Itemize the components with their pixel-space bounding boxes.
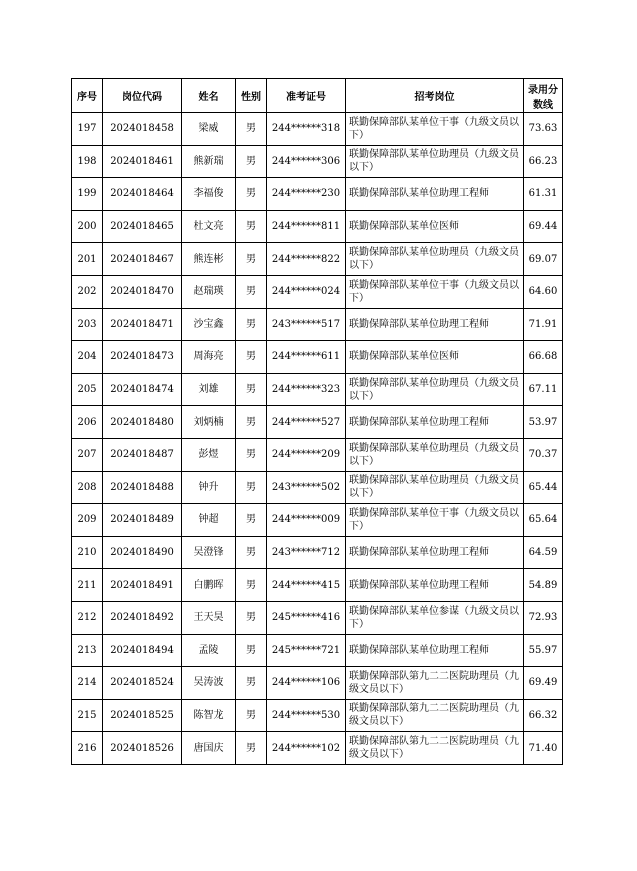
name-cell: 熊新瑞 <box>182 145 236 178</box>
score-cell: 66.68 <box>524 341 563 374</box>
header-position: 招考岗位 <box>346 79 524 113</box>
table-row <box>72 438 563 471</box>
score-cell: 69.44 <box>524 210 563 243</box>
name-cell: 沙宝鑫 <box>182 308 236 341</box>
score-cell: 54.89 <box>524 569 563 602</box>
name-cell: 唐国庆 <box>182 732 236 765</box>
sex-cell: 男 <box>236 732 267 765</box>
post-code-cell: 2024018489 <box>103 504 182 537</box>
position-cell: 联勤保障部队某单位干事（九级文员以下） <box>346 504 524 537</box>
post-code-cell: 2024018524 <box>103 667 182 700</box>
position-cell: 联勤保障部队某单位助理员（九级文员以下） <box>346 145 524 178</box>
sex-cell: 男 <box>236 275 267 308</box>
score-cell: 71.40 <box>524 732 563 765</box>
name-cell: 李福俊 <box>182 178 236 211</box>
seq-cell: 207 <box>72 438 103 471</box>
sex-cell: 男 <box>236 667 267 700</box>
post-code-cell: 2024018458 <box>103 113 182 146</box>
post-code-cell: 2024018525 <box>103 699 182 732</box>
score-cell: 72.93 <box>524 601 563 634</box>
table-row <box>72 341 563 374</box>
sex-cell: 男 <box>236 243 267 276</box>
exam-no-cell: 243******517 <box>267 308 346 341</box>
post-code-cell: 2024018491 <box>103 569 182 602</box>
sex-cell: 男 <box>236 504 267 537</box>
seq-cell: 204 <box>72 341 103 374</box>
exam-no-cell: 244******209 <box>267 438 346 471</box>
score-cell: 66.32 <box>524 699 563 732</box>
post-code-cell: 2024018480 <box>103 406 182 439</box>
name-cell: 赵瑞瑛 <box>182 275 236 308</box>
exam-no-cell: 244******230 <box>267 178 346 211</box>
sex-cell: 男 <box>236 308 267 341</box>
table-row <box>72 732 563 765</box>
name-cell: 孟陵 <box>182 634 236 667</box>
table-row <box>72 699 563 732</box>
position-cell: 联勤保障部队某单位医师 <box>346 210 524 243</box>
position-cell: 联勤保障部队某单位助理员（九级文员以下） <box>346 438 524 471</box>
table-row <box>72 601 563 634</box>
sex-cell: 男 <box>236 373 267 406</box>
exam-no-cell: 243******502 <box>267 471 346 504</box>
name-cell: 王天昊 <box>182 601 236 634</box>
sex-cell: 男 <box>236 601 267 634</box>
table-row <box>72 145 563 178</box>
table-row <box>72 113 563 146</box>
post-code-cell: 2024018467 <box>103 243 182 276</box>
post-code-cell: 2024018526 <box>103 732 182 765</box>
name-cell: 吴涛波 <box>182 667 236 700</box>
score-cell: 64.60 <box>524 275 563 308</box>
exam-no-cell: 244******822 <box>267 243 346 276</box>
position-cell: 联勤保障部队某单位参谋（九级文员以下） <box>346 601 524 634</box>
seq-cell: 212 <box>72 601 103 634</box>
table-header-row <box>72 79 563 113</box>
seq-cell: 216 <box>72 732 103 765</box>
post-code-cell: 2024018471 <box>103 308 182 341</box>
sex-cell: 男 <box>236 210 267 243</box>
exam-no-cell: 244******811 <box>267 210 346 243</box>
exam-no-cell: 245******416 <box>267 601 346 634</box>
post-code-cell: 2024018494 <box>103 634 182 667</box>
post-code-cell: 2024018488 <box>103 471 182 504</box>
score-cell: 55.97 <box>524 634 563 667</box>
post-code-cell: 2024018470 <box>103 275 182 308</box>
seq-cell: 206 <box>72 406 103 439</box>
exam-no-cell: 244******009 <box>267 504 346 537</box>
seq-cell: 214 <box>72 667 103 700</box>
seq-cell: 202 <box>72 275 103 308</box>
seq-cell: 199 <box>72 178 103 211</box>
exam-no-cell: 244******306 <box>267 145 346 178</box>
header-seq: 序号 <box>72 79 103 113</box>
sex-cell: 男 <box>236 569 267 602</box>
score-cell: 53.97 <box>524 406 563 439</box>
name-cell: 刘炳楠 <box>182 406 236 439</box>
sex-cell: 男 <box>236 471 267 504</box>
exam-no-cell: 243******712 <box>267 536 346 569</box>
header-name: 姓名 <box>182 79 236 113</box>
position-cell: 联勤保障部队某单位助理员（九级文员以下） <box>346 373 524 406</box>
table-row <box>72 471 563 504</box>
position-cell: 联勤保障部队第九二二医院助理员（九级文员以下） <box>346 732 524 765</box>
post-code-cell: 2024018487 <box>103 438 182 471</box>
exam-no-cell: 244******106 <box>267 667 346 700</box>
seq-cell: 197 <box>72 113 103 146</box>
name-cell: 周海亮 <box>182 341 236 374</box>
score-cell: 71.91 <box>524 308 563 341</box>
seq-cell: 215 <box>72 699 103 732</box>
exam-no-cell: 244******318 <box>267 113 346 146</box>
exam-no-cell: 244******527 <box>267 406 346 439</box>
header-post-code: 岗位代码 <box>103 79 182 113</box>
table-row <box>72 504 563 537</box>
table-row <box>72 308 563 341</box>
table-row <box>72 536 563 569</box>
sex-cell: 男 <box>236 341 267 374</box>
score-cell: 69.49 <box>524 667 563 700</box>
position-cell: 联勤保障部队某单位助理工程师 <box>346 536 524 569</box>
sex-cell: 男 <box>236 634 267 667</box>
sex-cell: 男 <box>236 145 267 178</box>
header-score: 录用分数线 <box>524 79 563 113</box>
exam-no-cell: 244******530 <box>267 699 346 732</box>
seq-cell: 210 <box>72 536 103 569</box>
score-cell: 67.11 <box>524 373 563 406</box>
table-row <box>72 667 563 700</box>
position-cell: 联勤保障部队第九二二医院助理员（九级文员以下） <box>346 667 524 700</box>
seq-cell: 213 <box>72 634 103 667</box>
seq-cell: 209 <box>72 504 103 537</box>
sex-cell: 男 <box>236 536 267 569</box>
name-cell: 吴澄锋 <box>182 536 236 569</box>
seq-cell: 211 <box>72 569 103 602</box>
position-cell: 联勤保障部队某单位助理工程师 <box>346 308 524 341</box>
admission-score-table <box>71 78 563 765</box>
name-cell: 梁威 <box>182 113 236 146</box>
table-row <box>72 373 563 406</box>
table-row <box>72 406 563 439</box>
sex-cell: 男 <box>236 178 267 211</box>
exam-no-cell: 244******102 <box>267 732 346 765</box>
sex-cell: 男 <box>236 699 267 732</box>
table-row <box>72 210 563 243</box>
name-cell: 熊连彬 <box>182 243 236 276</box>
name-cell: 杜文亮 <box>182 210 236 243</box>
name-cell: 陈智龙 <box>182 699 236 732</box>
post-code-cell: 2024018474 <box>103 373 182 406</box>
score-cell: 66.23 <box>524 145 563 178</box>
table-row <box>72 178 563 211</box>
table-row <box>72 569 563 602</box>
position-cell: 联勤保障部队某单位助理工程师 <box>346 178 524 211</box>
post-code-cell: 2024018473 <box>103 341 182 374</box>
position-cell: 联勤保障部队某单位助理工程师 <box>346 569 524 602</box>
position-cell: 联勤保障部队某单位助理员（九级文员以下） <box>346 243 524 276</box>
position-cell: 联勤保障部队某单位助理工程师 <box>346 634 524 667</box>
seq-cell: 205 <box>72 373 103 406</box>
score-cell: 70.37 <box>524 438 563 471</box>
name-cell: 刘雄 <box>182 373 236 406</box>
table-row <box>72 243 563 276</box>
exam-no-cell: 244******323 <box>267 373 346 406</box>
sex-cell: 男 <box>236 406 267 439</box>
position-cell: 联勤保障部队某单位助理员（九级文员以下） <box>346 471 524 504</box>
score-cell: 61.31 <box>524 178 563 211</box>
seq-cell: 201 <box>72 243 103 276</box>
position-cell: 联勤保障部队某单位干事（九级文员以下） <box>346 275 524 308</box>
post-code-cell: 2024018490 <box>103 536 182 569</box>
exam-no-cell: 244******415 <box>267 569 346 602</box>
score-cell: 64.59 <box>524 536 563 569</box>
seq-cell: 208 <box>72 471 103 504</box>
sex-cell: 男 <box>236 113 267 146</box>
seq-cell: 198 <box>72 145 103 178</box>
exam-no-cell: 244******611 <box>267 341 346 374</box>
sex-cell: 男 <box>236 438 267 471</box>
position-cell: 联勤保障部队某单位干事（九级文员以下） <box>346 113 524 146</box>
header-exam-no: 准考证号 <box>267 79 346 113</box>
position-cell: 联勤保障部队某单位助理工程师 <box>346 406 524 439</box>
name-cell: 彭煜 <box>182 438 236 471</box>
exam-no-cell: 244******024 <box>267 275 346 308</box>
position-cell: 联勤保障部队某单位医师 <box>346 341 524 374</box>
table-row <box>72 634 563 667</box>
score-cell: 73.63 <box>524 113 563 146</box>
post-code-cell: 2024018492 <box>103 601 182 634</box>
post-code-cell: 2024018461 <box>103 145 182 178</box>
exam-no-cell: 245******721 <box>267 634 346 667</box>
seq-cell: 203 <box>72 308 103 341</box>
name-cell: 钟超 <box>182 504 236 537</box>
header-sex: 性别 <box>236 79 267 113</box>
position-cell: 联勤保障部队第九二二医院助理员（九级文员以下） <box>346 699 524 732</box>
post-code-cell: 2024018464 <box>103 178 182 211</box>
post-code-cell: 2024018465 <box>103 210 182 243</box>
name-cell: 白鹏晖 <box>182 569 236 602</box>
table-row <box>72 275 563 308</box>
name-cell: 钟升 <box>182 471 236 504</box>
score-cell: 65.64 <box>524 504 563 537</box>
seq-cell: 200 <box>72 210 103 243</box>
score-cell: 69.07 <box>524 243 563 276</box>
score-cell: 65.44 <box>524 471 563 504</box>
